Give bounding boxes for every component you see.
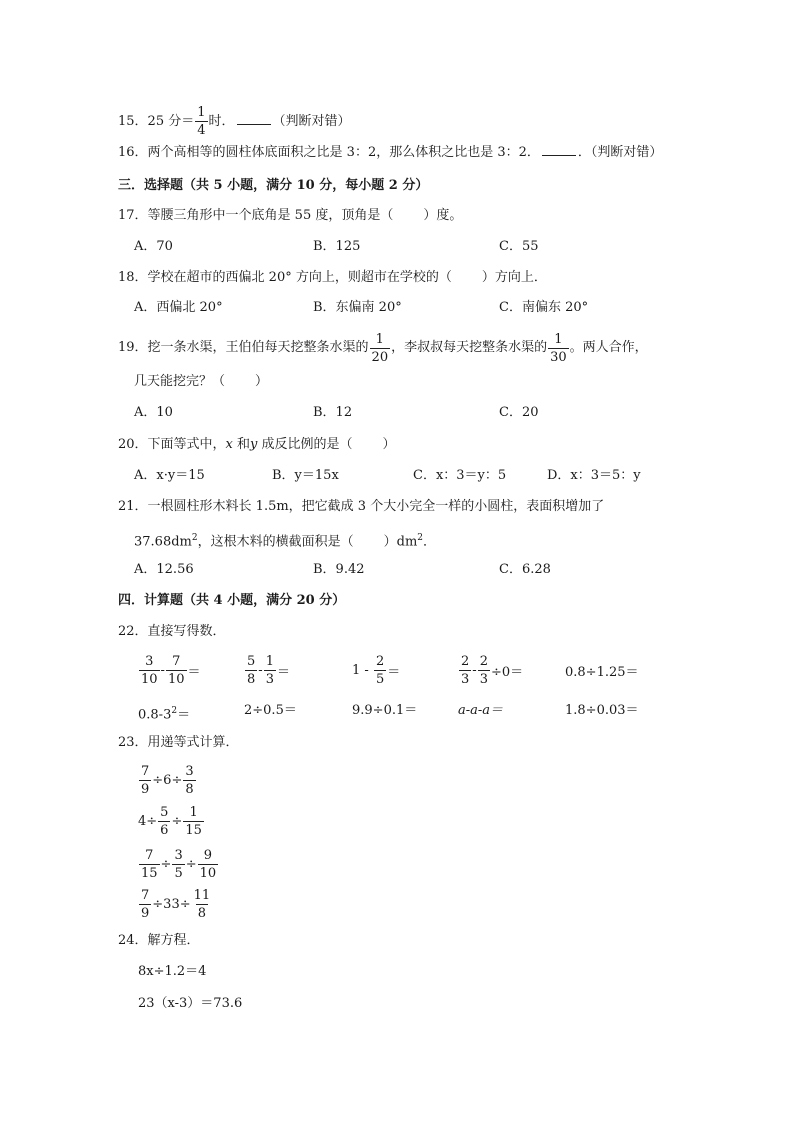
option-a: A．70 [134,239,173,254]
fraction: $\frac{1}{20}$ [371,331,389,365]
expression-1: $\frac{7}{9}$ ÷6÷ $\frac{3}{8}$ [141,763,194,797]
expression-4: $\frac{7}{9}$ ÷33÷ $\frac{11}{8}$ [141,887,211,921]
calc-item: 9.9÷0.1＝ [352,703,418,718]
fraction: $\frac{1}{30}$ [550,331,567,365]
calc-item: $\frac{3}{10}$ - $\frac{7}{10}$ ＝ [141,653,201,687]
calc-item: 2÷0.5＝ [244,703,297,718]
option-b: B．9.42 [313,562,365,577]
question-15: 15．25 分＝ $\frac{1}{4}$ 时． （判断对错） [118,105,351,138]
calc-item: $\frac{5}{8}$ - $\frac{1}{3}$ ＝ [247,653,290,687]
question-19: 19．挖一条水渠，王伯伯每天挖整条水渠的 $\frac{1}{20}$ ，李叔叔每天挖整条水渠的 $\frac{1}{30}$ 。两人合作， [118,331,648,365]
question-20: 20．下面等式中，x 和y 成反比例的是（ ） [118,437,396,452]
option-a: A．10 [134,405,173,420]
answer-blank[interactable] [542,143,576,156]
question-22-title: 22．直接写得数． [118,624,226,639]
option-c: C．南偏东 20° [499,300,589,315]
calc-item: a-a-a＝ [458,703,504,718]
option-d: D．x：3＝5：y [547,468,641,483]
question-23-title: 23．用递等式计算． [118,735,239,750]
question-21-line1: 21．一根圆柱形木料长 1.5m，把它截成 3 个大小完全一样的小圆柱，表面积增加了 [118,499,605,514]
question-17: 17．等腰三角形中一个底角是 55 度，顶角是（ ）度。 [118,208,463,223]
option-c: C．55 [499,239,539,254]
expression-3: $\frac{7}{15}$ ÷ $\frac{3}{5}$ ÷ $\frac{9}{10}$ [141,847,217,881]
question-16: 16．两个高相等的圆柱体底面积之比是 3：2，那么体积之比也是 3：2． ．（判断对错） [118,145,663,160]
calc-item: $0.8-3^2=$ [138,706,191,723]
option-c: C．6.28 [499,562,551,577]
section-4-title: 四．计算题（共 4 小题，满分 20 分） [118,593,346,608]
question-19-line2: 几天能挖完？（ ） [134,374,269,389]
equation-2: 23（x-3）＝73.6 [138,996,243,1011]
equation-1: 8x÷1.2＝4 [138,964,207,979]
option-a: A．x·y＝15 [134,468,205,483]
fraction: $\frac{1}{4}$ [197,105,206,138]
option-c: C．x：3＝y：5 [413,468,507,483]
question-21-line2: $37.68dm^2$，这根木料的横截面积是（ ）$dm^2$． [134,533,437,550]
option-a: A．12.56 [134,562,194,577]
question-24-title: 24．解方程． [118,933,200,948]
option-b: B．y＝15x [272,468,339,483]
calc-item: $\frac{2}{3}$ - $\frac{2}{3}$ ÷0＝ [461,653,524,687]
calc-item: 0.8÷1.25＝ [565,664,639,680]
option-b: B．12 [313,405,353,420]
calc-item: 1 - $\frac{2}{5}$ ＝ [352,653,401,687]
calc-item: 1.8÷0.03＝ [565,703,639,718]
answer-blank[interactable] [237,112,271,125]
option-b: B．125 [313,239,361,254]
option-a: A．西偏北 20° [134,300,223,315]
option-c: C．20 [499,405,539,420]
section-3-title: 三．选择题（共 5 小题，满分 10 分，每小题 2 分） [118,178,429,193]
option-b: B．东偏南 20° [313,300,402,315]
question-18: 18．学校在超市的西偏北 20° 方向上，则超市在学校的（ ）方向上． [118,270,547,285]
expression-2: 4÷ $\frac{5}{6}$ ÷ $\frac{1}{15}$ [138,804,202,838]
